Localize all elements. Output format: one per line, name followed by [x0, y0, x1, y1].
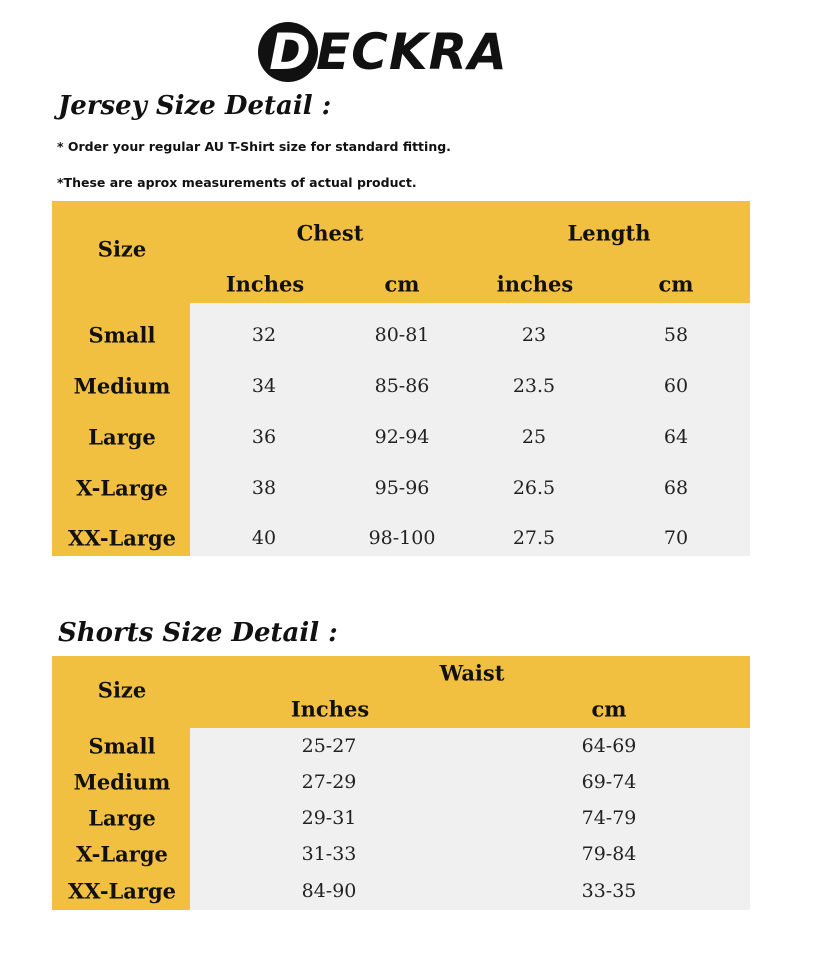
- shorts-header-size: Size: [97, 677, 147, 703]
- jersey-row-length-cm: 58: [663, 324, 689, 346]
- jersey-row-length-cm: 60: [663, 375, 689, 397]
- jersey-row-length-in: 27.5: [512, 527, 556, 549]
- jersey-row-chest-cm: 85-86: [374, 375, 430, 397]
- jersey-header-length-inches: inches: [496, 271, 574, 297]
- jersey-row-length-in: 26.5: [512, 477, 556, 499]
- shorts-row-waist-in: 31-33: [301, 843, 357, 865]
- shorts-title: Shorts Size Detail :: [58, 618, 338, 648]
- jersey-size-table: [52, 201, 750, 556]
- shorts-row-size: Large: [88, 805, 156, 831]
- jersey-header-chest-inches: Inches: [225, 271, 305, 297]
- shorts-row-waist-cm: 79-84: [581, 843, 637, 865]
- shorts-header-waist-inches: Inches: [290, 696, 370, 722]
- jersey-row-size: Small: [88, 322, 156, 348]
- shorts-row-size: Small: [88, 733, 156, 759]
- shorts-row-waist-in: 27-29: [301, 771, 357, 793]
- jersey-row-length-cm: 64: [663, 426, 689, 448]
- jersey-title: Jersey Size Detail :: [58, 91, 332, 121]
- jersey-row-length-cm: 70: [663, 527, 689, 549]
- jersey-row-size: Medium: [73, 373, 171, 399]
- jersey-note-fitting: * Order your regular AU T-Shirt size for standard fitting.: [57, 139, 451, 154]
- jersey-note-measurements: *These are aprox measurements of actual product.: [57, 175, 417, 190]
- shorts-row-waist-cm: 33-35: [581, 880, 637, 902]
- logo-letter: D: [269, 23, 311, 81]
- jersey-row-chest-in: 40: [251, 527, 277, 549]
- jersey-header-length-cm: cm: [658, 271, 694, 297]
- jersey-row-chest-in: 32: [251, 324, 277, 346]
- shorts-row-size: Medium: [73, 769, 171, 795]
- jersey-row-chest-cm: 80-81: [374, 324, 430, 346]
- jersey-header-chest: Chest: [296, 220, 364, 246]
- shorts-row-waist-in: 25-27: [301, 735, 357, 757]
- jersey-row-chest-in: 36: [251, 426, 277, 448]
- jersey-row-length-in: 23.5: [512, 375, 556, 397]
- shorts-header-waist-cm: cm: [591, 696, 627, 722]
- brand-logo: [258, 22, 518, 84]
- shorts-size-table: [52, 656, 750, 910]
- jersey-row-size: XX-Large: [67, 525, 177, 551]
- logo-wordmark: ECKRA: [316, 23, 508, 81]
- jersey-header-chest-cm: cm: [384, 271, 420, 297]
- shorts-row-size: XX-Large: [67, 878, 177, 904]
- shorts-row-size: X-Large: [76, 841, 168, 867]
- shorts-row-waist-in: 84-90: [301, 880, 357, 902]
- jersey-row-chest-cm: 92-94: [374, 426, 430, 448]
- shorts-row-waist-in: 29-31: [301, 807, 357, 829]
- jersey-row-chest-cm: 95-96: [374, 477, 430, 499]
- jersey-row-chest-cm: 98-100: [368, 527, 436, 549]
- shorts-header-waist: Waist: [439, 660, 505, 686]
- jersey-row-size: X-Large: [76, 475, 168, 501]
- jersey-header-length: Length: [567, 220, 651, 246]
- jersey-row-length-cm: 68: [663, 477, 689, 499]
- jersey-row-size: Large: [88, 424, 156, 450]
- jersey-row-chest-in: 38: [251, 477, 277, 499]
- jersey-row-length-in: 25: [521, 426, 547, 448]
- jersey-row-length-in: 23: [521, 324, 547, 346]
- jersey-header-size: Size: [97, 236, 147, 262]
- jersey-row-chest-in: 34: [251, 375, 277, 397]
- shorts-row-waist-cm: 74-79: [581, 807, 637, 829]
- shorts-row-waist-cm: 69-74: [581, 771, 637, 793]
- shorts-row-waist-cm: 64-69: [581, 735, 637, 757]
